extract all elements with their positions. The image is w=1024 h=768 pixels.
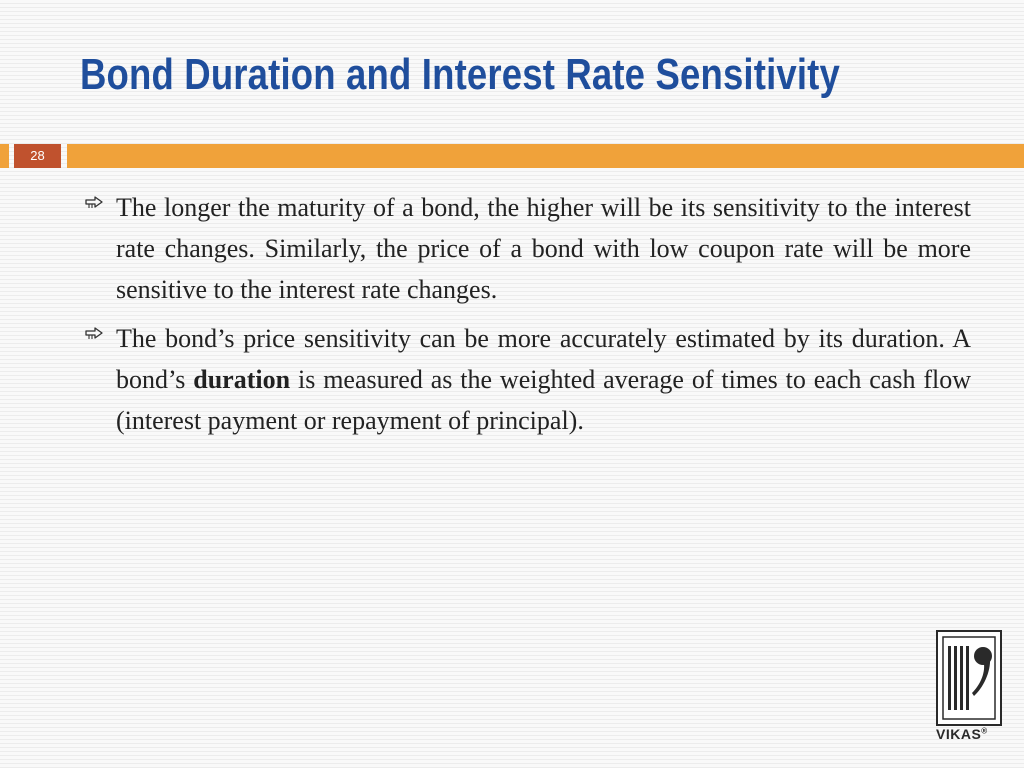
publisher-logo (936, 630, 1002, 748)
bold-term: duration (193, 365, 291, 394)
bullet-item (84, 318, 971, 441)
bullet-text: The longer the maturity of a bond, the higher will be its sensitivity to the interest rate changes. Similarly, the price of a bond with low coupon rate will be more sensitive to the interest rate changes. (116, 193, 971, 304)
bullet-text: The bond’s price sensitivity can be more accurately estimated by its duration. A bond’s (116, 324, 971, 394)
logo-book-icon (936, 630, 1002, 726)
title-rule (67, 144, 1024, 168)
bullet-item (84, 187, 971, 310)
title-rule-left (0, 144, 9, 168)
slide-body (84, 187, 971, 449)
bullet-text: is measured as the weighted average of times to each cash flow (interest payment or repayment of principal). (116, 365, 972, 435)
slide-number: 28 (14, 144, 61, 168)
pointing-hand-icon (84, 191, 106, 213)
pointing-hand-icon (84, 322, 106, 344)
logo-wordmark: VIKAS® (936, 726, 988, 742)
slide-title: Bond Duration and Interest Rate Sensitivity (80, 50, 840, 99)
